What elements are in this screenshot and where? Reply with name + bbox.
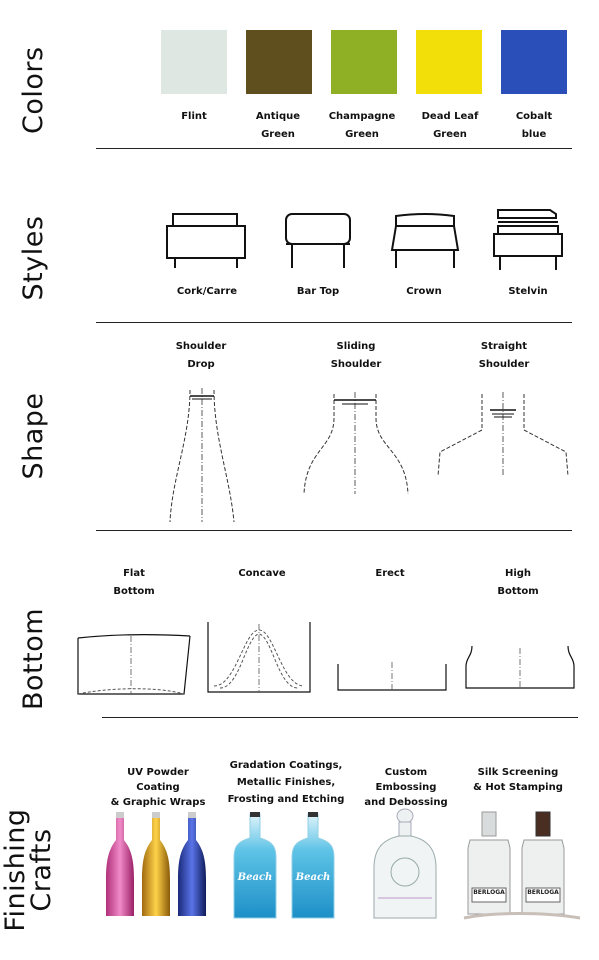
color-label-champagne-green: Champagne Green [328,111,396,140]
shape-label-straight-shoulder: Straight Shoulder [478,341,530,370]
berloga-label-2: BERLOGA [527,889,559,896]
bottom-label-concave: Concave [238,568,286,579]
section-title-finishing: Finishing Crafts [0,808,57,932]
bar-top-icon [284,212,352,270]
craft-label-uv-powder: UV Powder Coating & Graphic Wraps [110,767,206,808]
erect-bottom-outline [336,660,448,694]
gradation-bottles-image [230,812,346,922]
straight-shoulder-outline [434,390,572,478]
swatch-flint [161,30,227,94]
high-bottom-outline [464,644,576,692]
flat-bottom-outline [76,632,192,698]
beach-label-1: Beach [237,872,273,883]
section-title-colors: Colors [18,46,49,134]
color-label-cobalt-blue: Cobalt blue [515,111,553,140]
silk-screened-bottles-image [464,810,582,924]
crown-icon [390,212,460,270]
stelvin-icon [492,206,564,272]
embossed-decanter-image [370,808,440,924]
shoulder-drop-outline [160,388,244,524]
divider-colors [96,148,572,149]
bottom-label-erect: Erect [375,568,405,579]
shape-label-shoulder-drop: Shoulder Drop [175,341,227,370]
craft-label-silk-screening: Silk Screening & Hot Stamping [473,767,563,793]
beach-label-2: Beach [295,872,331,883]
cork-carre-icon [165,212,247,270]
sliding-shoulder-outline [302,388,412,496]
section-title-shape: Shape [18,392,49,480]
style-label-bar-top: Bar Top [296,286,340,297]
bottom-label-high: High Bottom [497,568,539,597]
shape-label-sliding-shoulder: Sliding Shoulder [330,341,382,370]
swatch-antique-green [246,30,312,94]
berloga-label-1: BERLOGA [473,889,505,896]
style-label-stelvin: Stelvin [508,286,548,297]
style-label-crown: Crown [406,286,442,297]
section-title-bottom: Bottom [18,607,49,710]
concave-bottom-outline [206,620,312,696]
divider-shape [96,530,572,531]
color-label-antique-green: Antique Green [255,111,301,140]
divider-styles [96,322,572,323]
craft-label-gradation: Gradation Coatings, Metallic Finishes, Frosting and Etching [227,760,345,805]
craft-label-embossing: Custom Embossing and Debossing [364,767,448,808]
swatch-cobalt-blue [501,30,567,94]
divider-bottom [102,717,578,718]
bottom-label-flat: Flat Bottom [113,568,155,597]
uv-coated-bottles-image [104,810,220,922]
color-label-dead-leaf-green: Dead Leaf Green [421,111,479,140]
color-label-flint: Flint [181,111,207,122]
section-title-styles: Styles [18,215,49,301]
style-label-cork-carre: Cork/Carre [176,286,238,297]
swatch-champagne-green [331,30,397,94]
swatch-dead-leaf-green [416,30,482,94]
